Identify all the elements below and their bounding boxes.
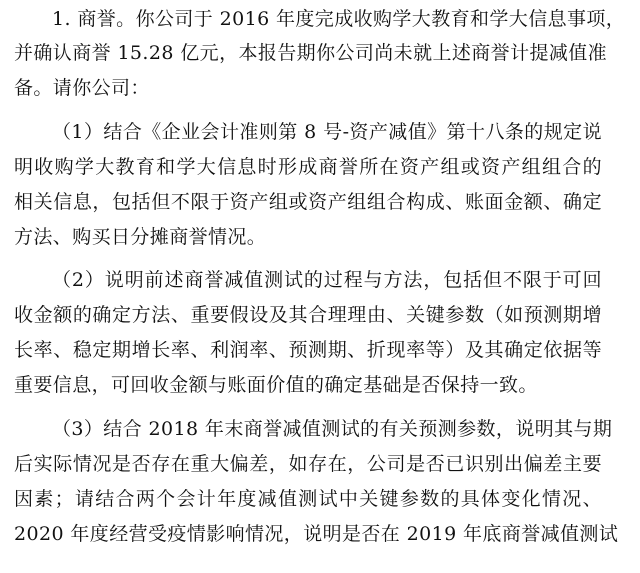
paragraph-4-line-2: 后实际情况是否存在重大偏差，如存在，公司是否已识别出偏差主要 xyxy=(14,453,602,475)
paragraph-3-line-2: 收金额的确定方法、重要假设及其合理理由、关键参数（如预测期增 xyxy=(14,304,602,326)
paragraph-4-line-3: 因素；请结合两个会计年度减值测试中关键参数的具体变化情况、 xyxy=(14,488,602,510)
paragraph-2-line-2: 明收购学大教育和学大信息时形成商誉所在资产组或资产组组合的 xyxy=(14,156,602,178)
paragraph-4-line-4: 2020 年度经营受疫情影响情况，说明是否在 2019 年底商誉减值测试 xyxy=(14,523,619,545)
paragraph-2-line-4: 方法、购买日分摊商誉情况。 xyxy=(14,226,267,248)
paragraph-2-line-1: （1）结合《企业会计准则第 8 号-资产减值》第十八条的规定说 xyxy=(52,121,602,143)
paragraph-2-line-3: 相关信息，包括但不限于资产组或资产组组合构成、账面金额、确定 xyxy=(14,191,602,213)
paragraph-4-line-1: （3）结合 2018 年末商誉减值测试的有关预测参数，说明其与期 xyxy=(52,418,613,440)
paragraph-3-line-1: （2）说明前述商誉减值测试的过程与方法，包括但不限于可回 xyxy=(52,269,602,291)
paragraph-1-line-1: 1. 商誉。你公司于 2016 年度完成收购学大教育和学大信息事项， xyxy=(52,8,626,30)
paragraph-3-line-4: 重要信息，可回收金额与账面价值的确定基础是否保持一致。 xyxy=(14,374,538,396)
paragraph-3-line-3: 长率、稳定期增长率、利润率、预测期、折现率等）及其确定依据等 xyxy=(14,339,602,361)
paragraph-1-line-2: 并确认商誉 15.28 亿元，本报告期你公司尚未就上述商誉计提减值准 xyxy=(14,42,608,64)
paragraph-1-line-3: 备。请你公司： xyxy=(14,77,150,99)
